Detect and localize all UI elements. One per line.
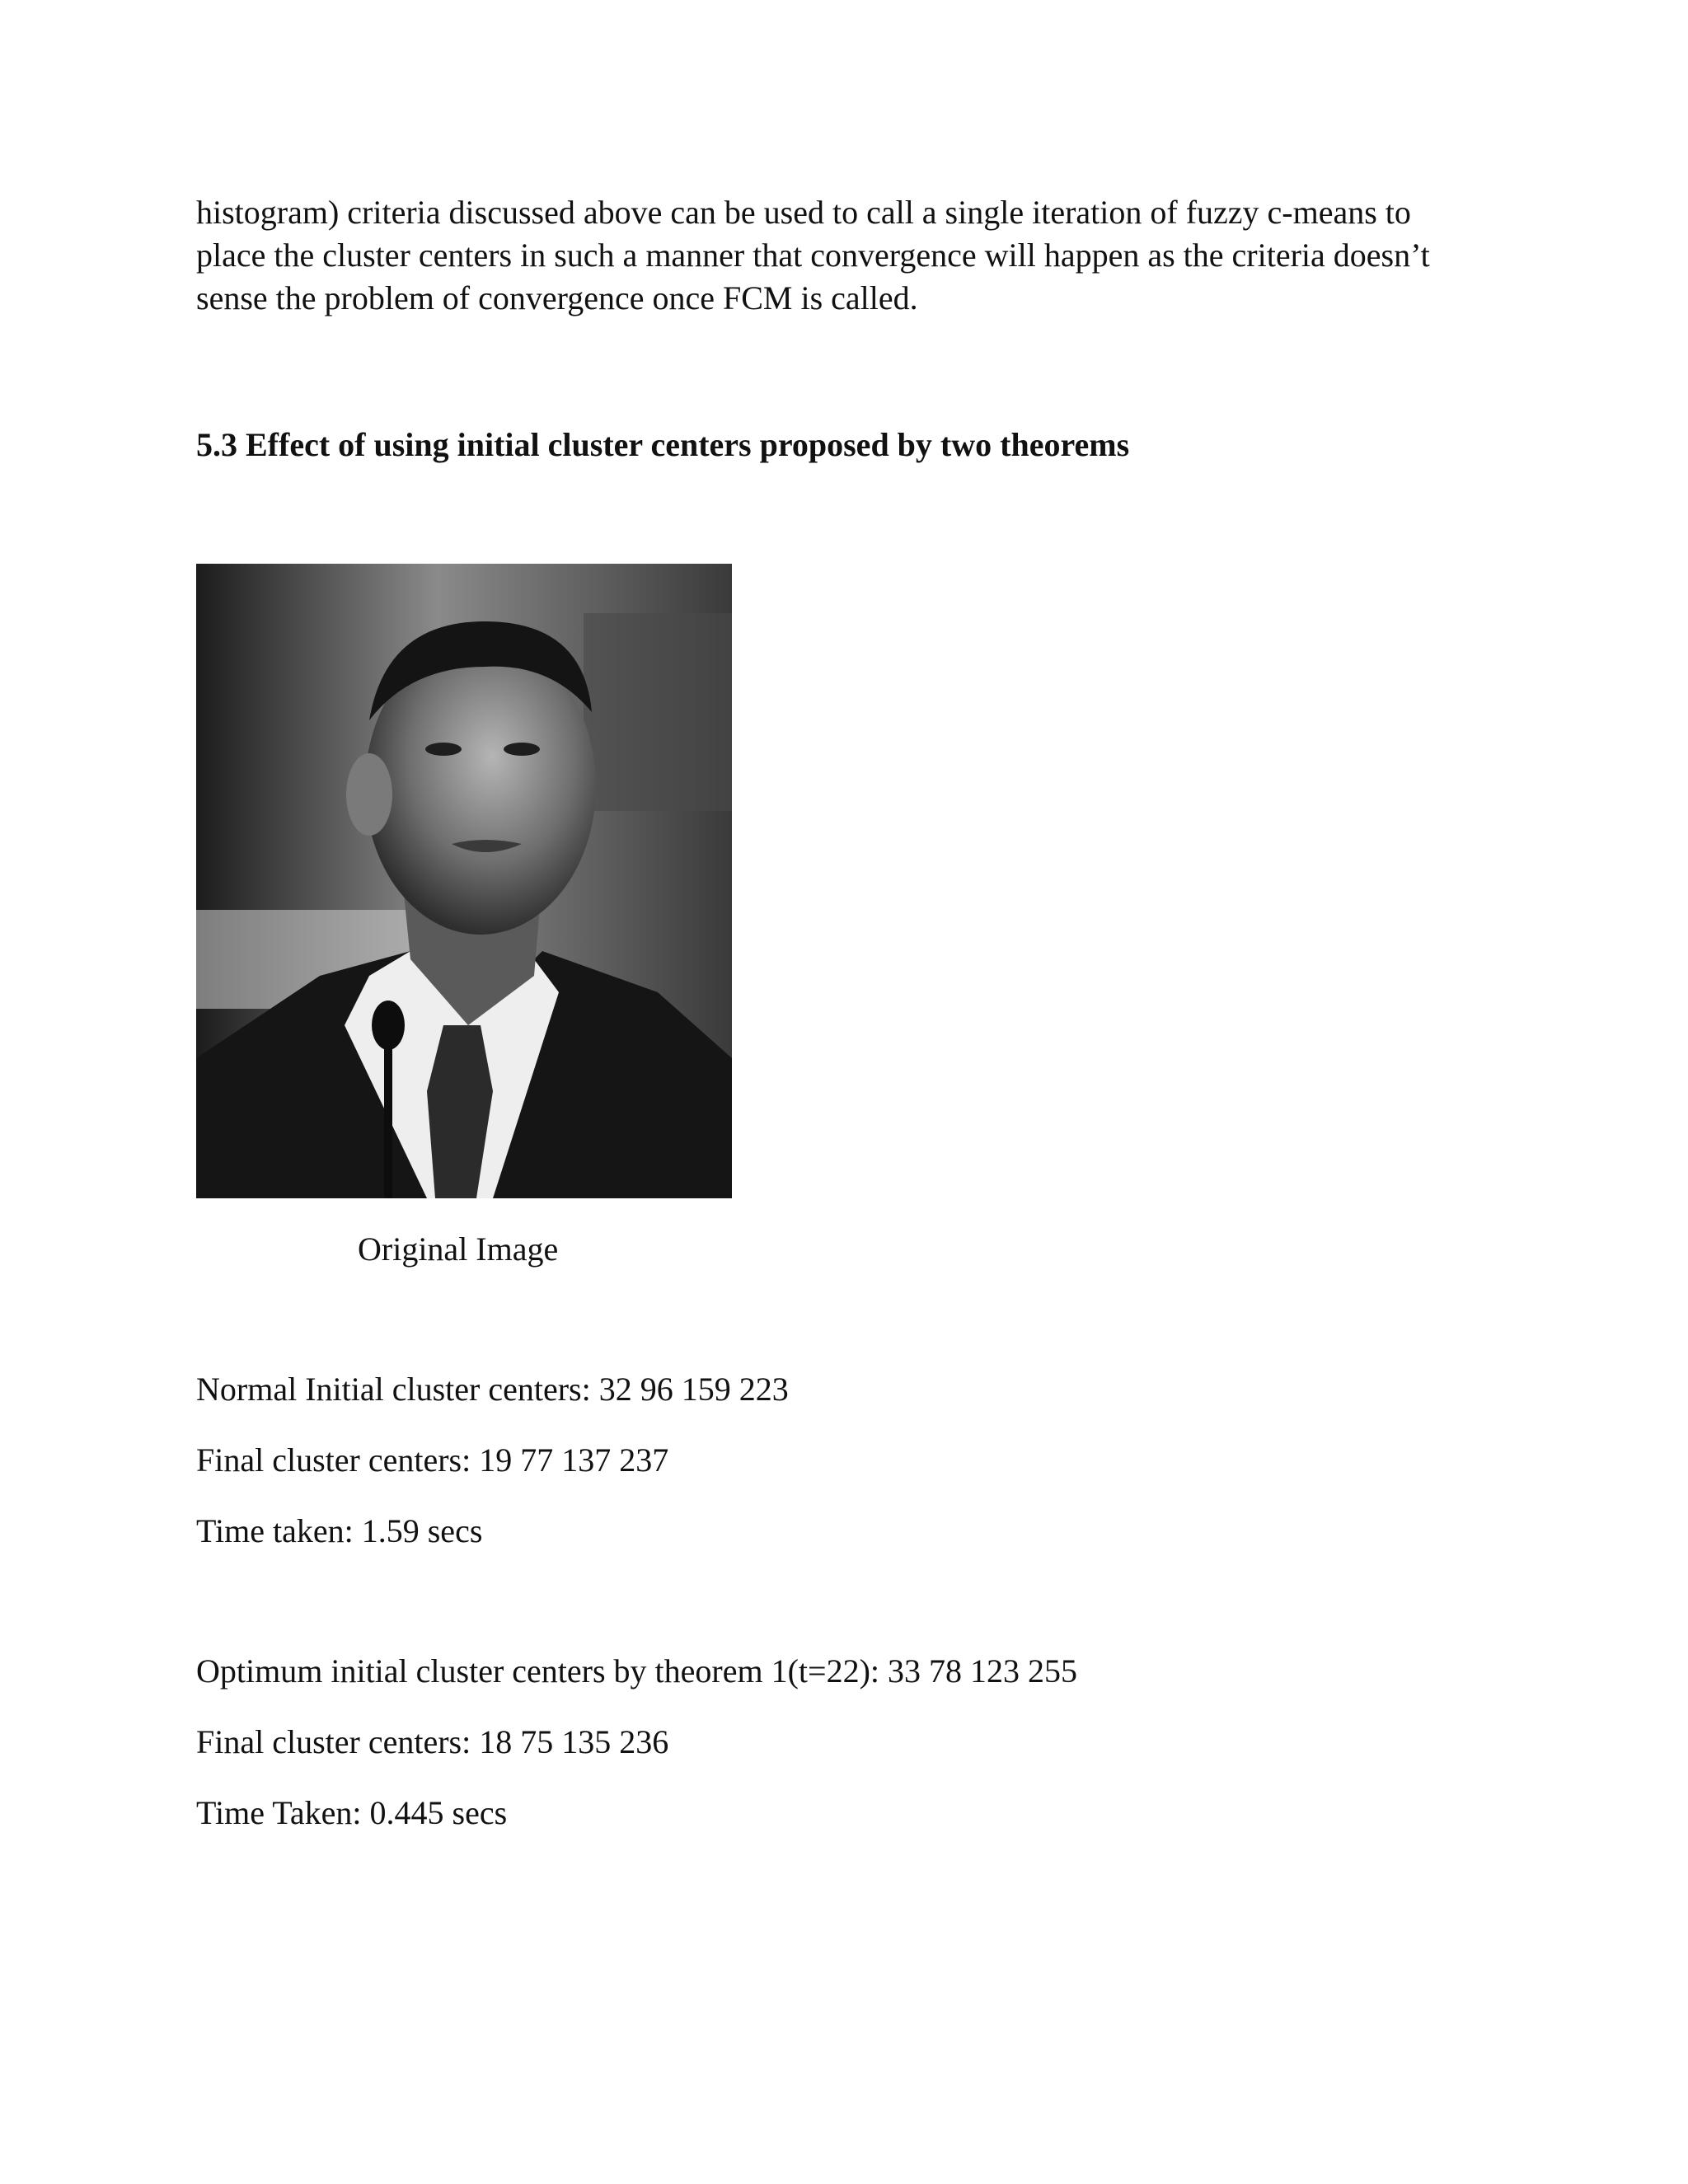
paragraph-line: place the cluster centers in such a manner that convergence will happen as the criteria doesn’t: [196, 237, 1430, 274]
figure-caption: Original Image: [358, 1230, 559, 1268]
normal-time-taken: Time taken: 1.59 secs: [196, 1512, 483, 1549]
portrait-photo-icon: [196, 564, 732, 1198]
theorem-initial-centers: Optimum initial cluster centers by theorem 1(t=22): 33 78 123 255: [196, 1652, 1078, 1690]
section-heading: 5.3 Effect of using initial cluster centers proposed by two theorems: [196, 426, 1130, 463]
paragraph-line: histogram) criteria discussed above can be used to call a single iteration of fuzzy c-means to: [196, 194, 1411, 231]
theorem-time-taken: Time Taken: 0.445 secs: [196, 1794, 508, 1831]
normal-final-centers: Final cluster centers: 19 77 137 237: [196, 1441, 669, 1479]
paragraph-line: sense the problem of convergence once FCM is called.: [196, 279, 918, 316]
portrait-photo: [196, 564, 732, 1198]
theorem-final-centers: Final cluster centers: 18 75 135 236: [196, 1723, 669, 1760]
normal-initial-centers: Normal Initial cluster centers: 32 96 159 223: [196, 1371, 789, 1408]
intro-paragraph: [196, 191, 1482, 320]
